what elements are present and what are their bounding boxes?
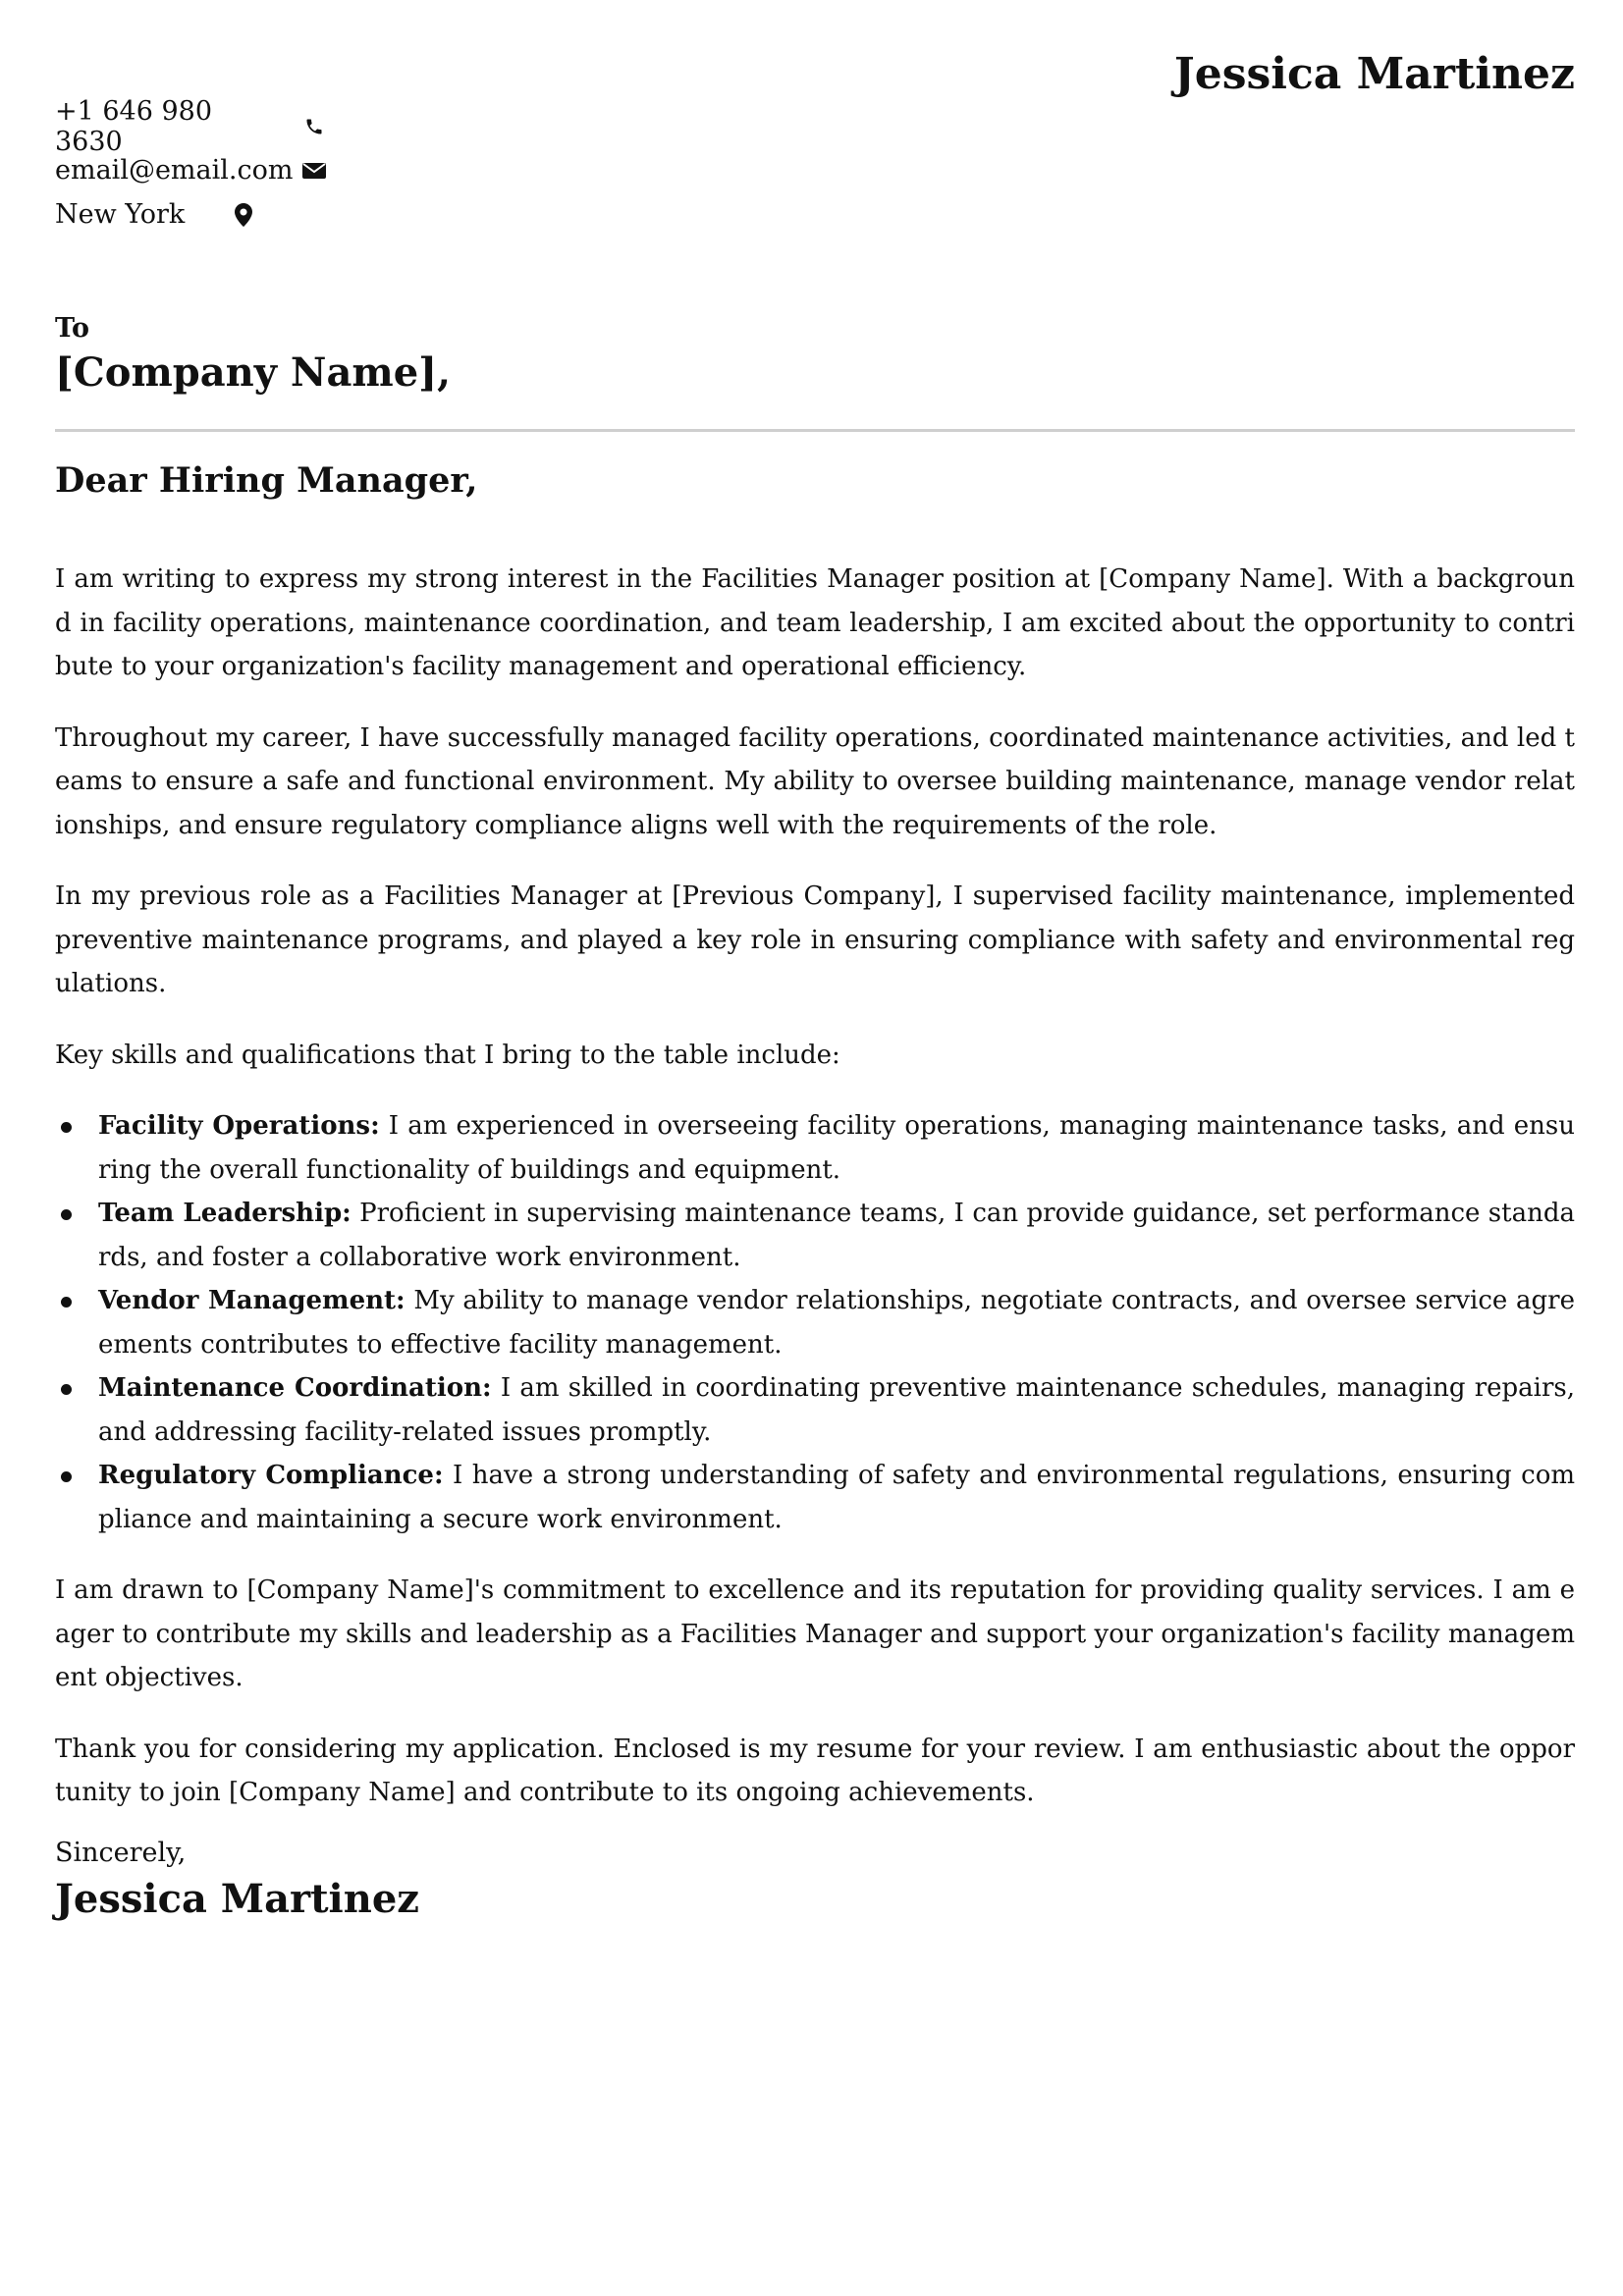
- list-item: [55, 1192, 1575, 1279]
- skills-list: [55, 1104, 1575, 1541]
- to-label: To: [55, 313, 90, 344]
- contact-details: [55, 95, 330, 237]
- list-item: [55, 1279, 1575, 1366]
- closing-block: [55, 1832, 419, 1924]
- email-address: email@email.com: [55, 155, 294, 186]
- list-item: [55, 1454, 1575, 1541]
- company-name: [Company Name],: [55, 349, 452, 396]
- phone-number: +1 646 980 3630: [55, 95, 213, 157]
- letter-body: [55, 558, 1575, 1842]
- skill-name: Regulatory Compliance:: [98, 1461, 444, 1490]
- contact-phone-row: [55, 95, 330, 157]
- skill-description: I am skilled in coordinating preventive maintenance schedules, managing repairs, and addressing facility-related issues promptly.: [98, 1373, 1576, 1447]
- skill-name: Team Leadership:: [98, 1199, 352, 1228]
- salutation: Dear Hiring Manager,: [55, 460, 478, 501]
- skills-intro: Key skills and qualifications that I bring to the table include:: [55, 1040, 840, 1070]
- body-paragraph: Thank you for considering my application. Enclosed is my resume for your review. I am enthusiastic about the opportunity to join [Company Name] and contribute to its ongoing achievements.: [55, 1734, 1575, 1807]
- bullet-icon: [61, 1122, 72, 1133]
- sign-off: Sincerely,: [55, 1838, 187, 1868]
- envelope-icon: [298, 155, 330, 187]
- body-paragraph: In my previous role as a Facilities Manager at [Previous Company], I supervised facility maintenance, implemented preventive maintenance programs, and played a key role in ensuring compliance with safety and environmental regulations.: [55, 881, 1575, 998]
- bullet-icon: [61, 1384, 72, 1395]
- phone-icon: [298, 111, 330, 142]
- map-pin-icon: [228, 199, 259, 231]
- bullet-icon: [61, 1471, 72, 1482]
- body-paragraph: Throughout my career, I have successfully managed facility operations, coordinated maintenance activities, and led teams to ensure a safe and functional environment. My ability to oversee building maintenance, manage vendor relationships, and ensure regulatory compliance aligns well with the requirements of the role.: [55, 722, 1575, 840]
- applicant-name-header: Jessica Martinez: [1173, 49, 1575, 99]
- skill-name: Facility Operations:: [98, 1111, 380, 1141]
- list-item: [55, 1104, 1575, 1192]
- contact-location-row: [55, 192, 330, 237]
- contact-email-row: [55, 148, 330, 192]
- recipient-block: [55, 310, 451, 399]
- bullet-icon: [61, 1209, 72, 1220]
- signature-name: Jessica Martinez: [55, 1876, 419, 1922]
- skill-description: My ability to manage vendor relationships, negotiate contracts, and oversee service agreements contributes to effective facility management.: [98, 1286, 1575, 1360]
- skill-name: Maintenance Coordination:: [98, 1373, 492, 1403]
- skill-description: Proficient in supervising maintenance teams, I can provide guidance, set performance standards, and foster a collaborative work environment.: [98, 1199, 1575, 1272]
- location: New York: [55, 199, 186, 230]
- body-paragraph: I am drawn to [Company Name]'s commitment to excellence and its reputation for providing quality services. I am eager to contribute my skills and leadership as a Facilities Manager and support your organization's facility management objectives.: [55, 1575, 1575, 1692]
- body-paragraph: I am writing to express my strong interest in the Facilities Manager position at [Company Name]. With a background in facility operations, maintenance coordination, and team leadership, I am excited about the opportunity to contribute to your organization's facility management and operational efficiency.: [55, 564, 1575, 681]
- skill-name: Vendor Management:: [98, 1286, 406, 1315]
- list-item: [55, 1366, 1575, 1454]
- section-divider: [55, 429, 1575, 432]
- skill-description: I am experienced in overseeing facility operations, managing maintenance tasks, and ensuring the overall functionality of buildings and equipment.: [98, 1111, 1575, 1185]
- bullet-icon: [61, 1297, 72, 1308]
- skill-description: I have a strong understanding of safety and environmental regulations, ensuring compliance and maintaining a secure work environment.: [98, 1461, 1576, 1534]
